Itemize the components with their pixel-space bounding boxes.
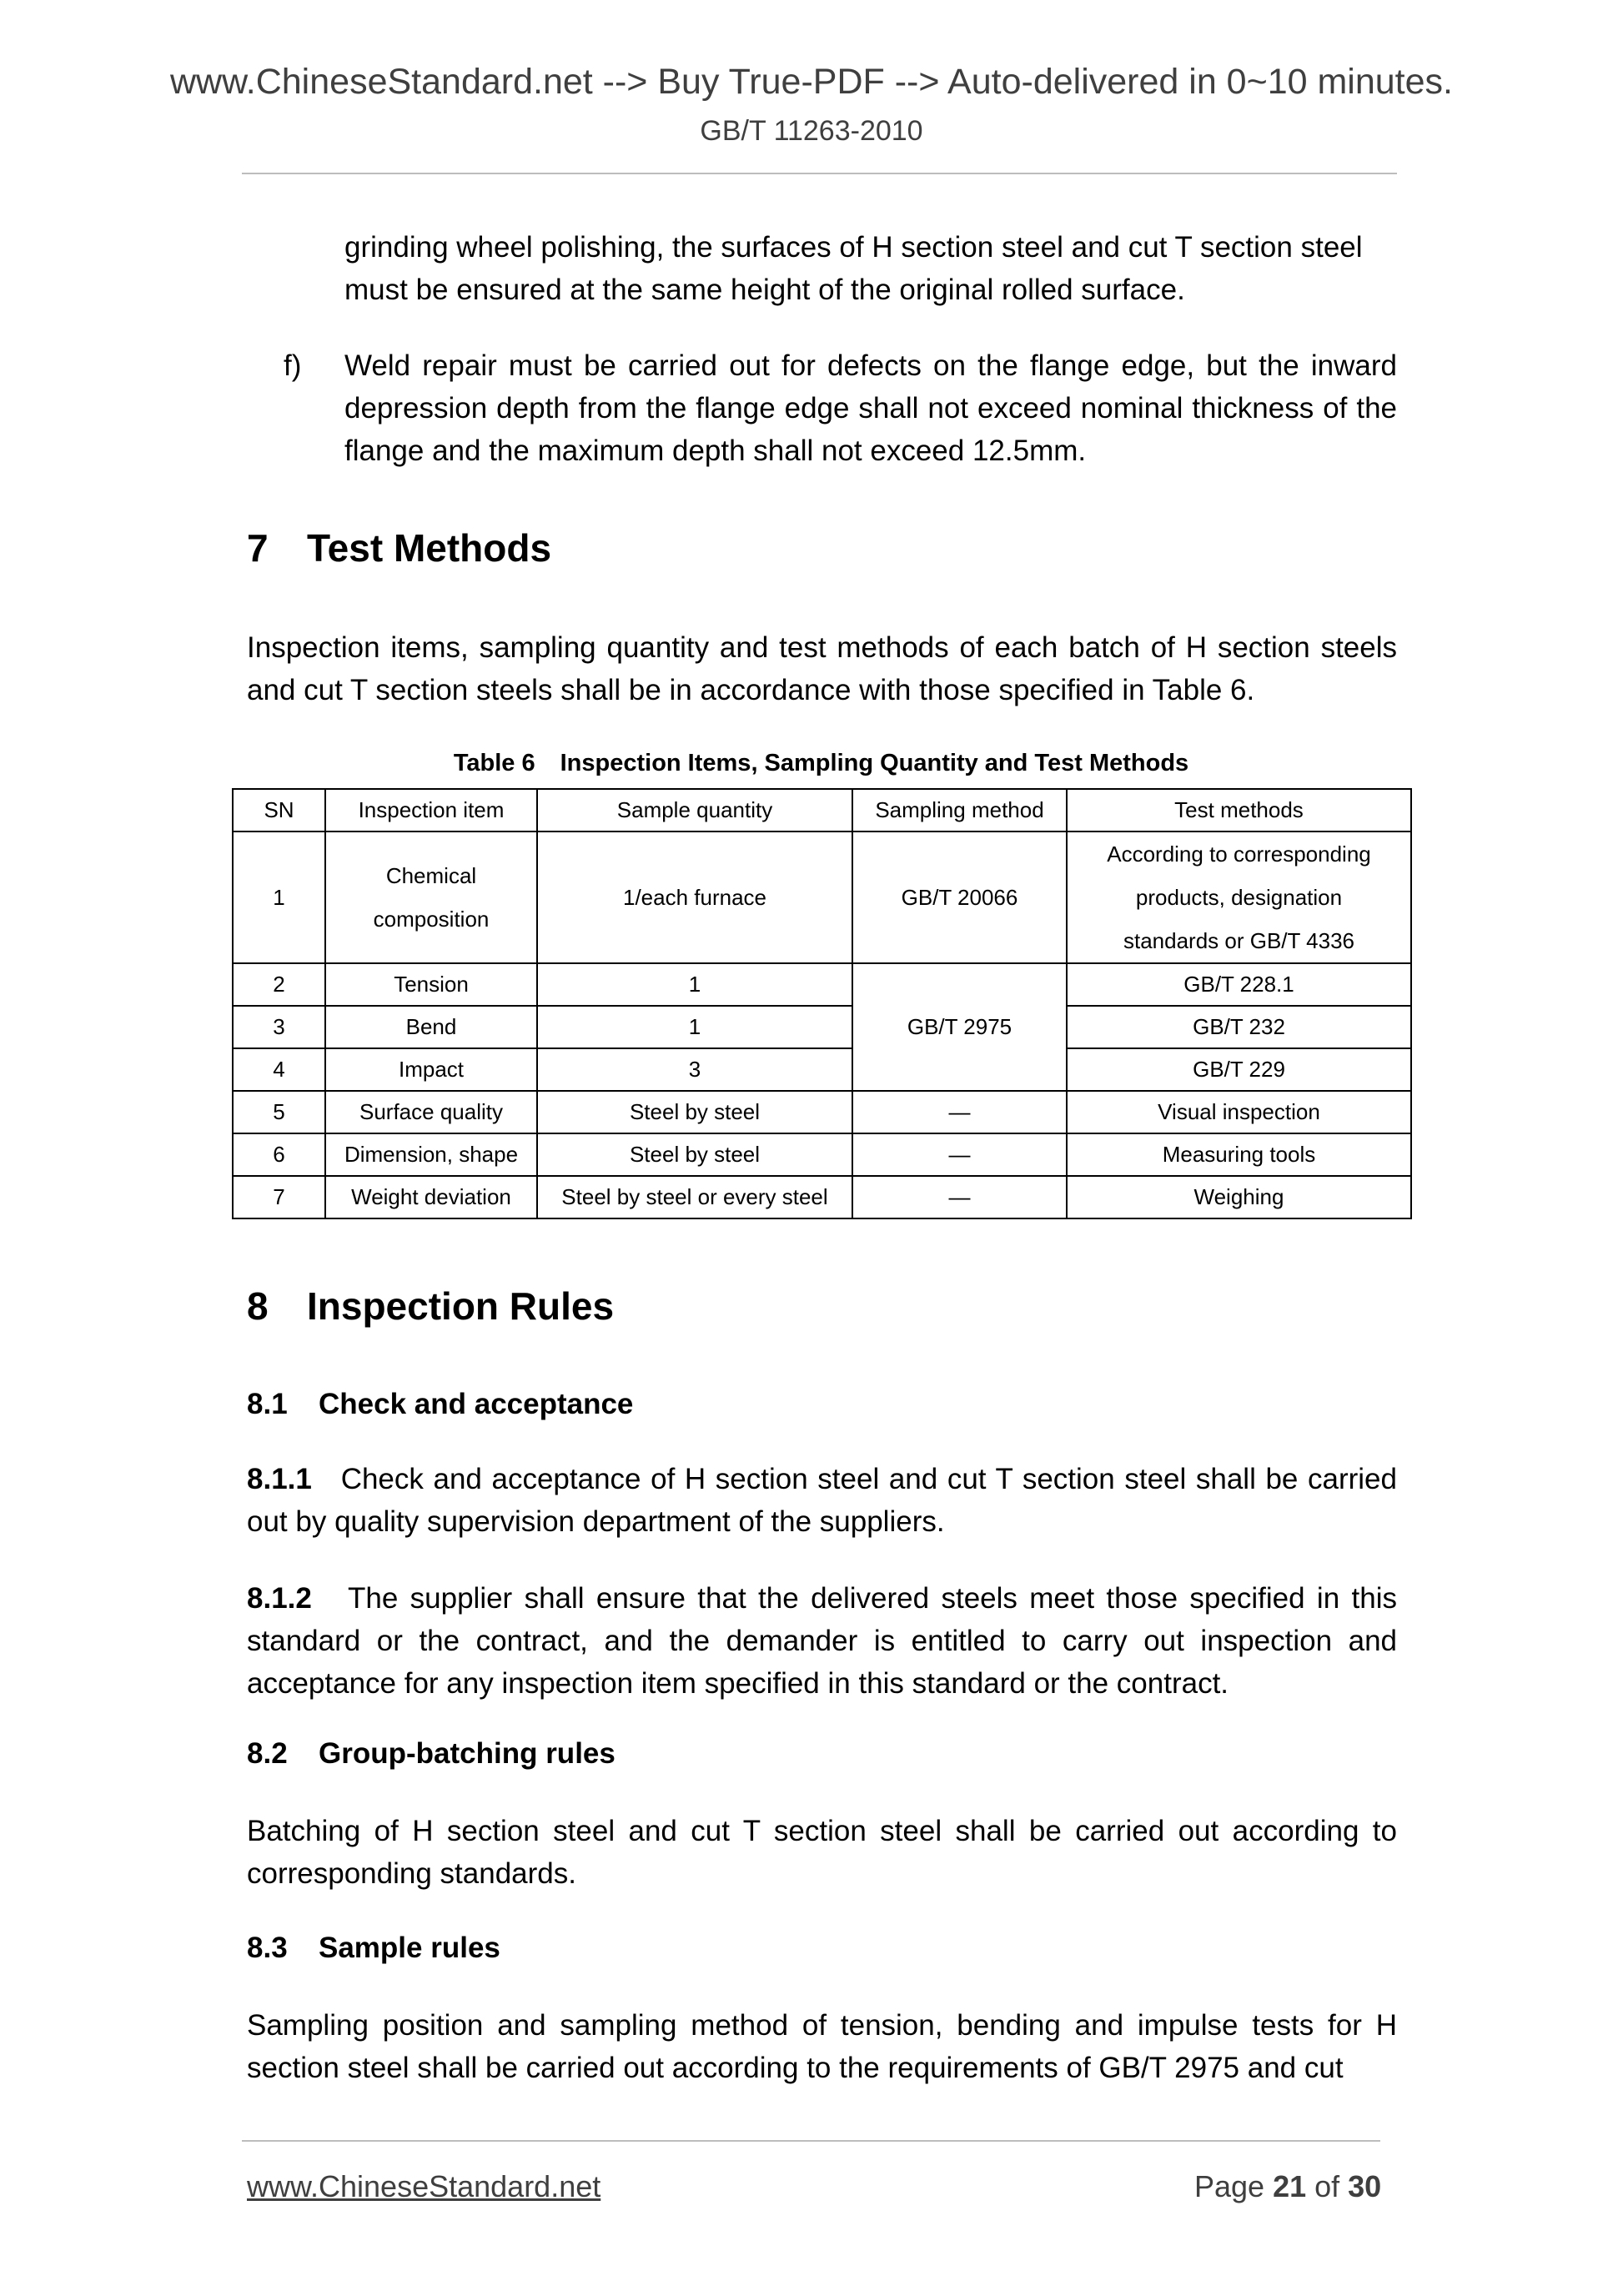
header-sampling-method: Sampling method	[852, 789, 1067, 831]
section-7-number: 7	[247, 526, 269, 570]
page-number	[1194, 2169, 1381, 2204]
page-prefix: Page	[1194, 2169, 1274, 2203]
cell-quantity: 1/each furnace	[537, 831, 852, 963]
section-8-title: Inspection Rules	[307, 1284, 615, 1328]
section-8-heading	[247, 1284, 614, 1329]
subsection-8-2-number: 8.2	[247, 1737, 288, 1770]
cell-sn: 7	[233, 1176, 325, 1218]
table-row	[233, 1006, 1411, 1048]
table-6	[232, 788, 1412, 1219]
cell-item: Impact	[325, 1048, 537, 1091]
cell-item: Dimension, shape	[325, 1133, 537, 1176]
cell-quantity: 1	[537, 1006, 852, 1048]
subsection-8-3-body: Sampling position and sampling method of tension, bending and impulse tests for H section steel shall be carried out according to the requirements of GB/T 2975 and cut	[247, 2009, 1397, 2084]
clause-8-1-1-number: 8.1.1	[247, 1463, 312, 1495]
clause-8-1-1-text: Check and acceptance of H section steel and cut T section steel shall be carried out by quality supervision department of the suppliers.	[247, 1463, 1397, 1538]
cell-item: Bend	[325, 1006, 537, 1048]
cell-item: Surface quality	[325, 1091, 537, 1133]
list-marker-f: f)	[284, 349, 302, 382]
section-8-number: 8	[247, 1284, 269, 1328]
table-row	[233, 831, 1411, 963]
cell-sn: 1	[233, 831, 325, 963]
cell-item: Weight deviation	[325, 1176, 537, 1218]
table-header-row	[233, 789, 1411, 831]
header-inspection-item: Inspection item	[325, 789, 537, 831]
subsection-8-1-title: Check and acceptance	[319, 1388, 634, 1420]
continuation-line-1: grinding wheel polishing, the surfaces of H section steel and cut T section steel	[344, 231, 1363, 264]
subsection-8-3-title: Sample rules	[319, 1932, 500, 1964]
cell-test: Weighing	[1067, 1176, 1411, 1218]
cell-test: GB/T 232	[1067, 1006, 1411, 1048]
cell-sn: 2	[233, 963, 325, 1006]
subsection-8-1-number: 8.1	[247, 1388, 288, 1420]
clause-8-1-2-number: 8.1.2	[247, 1582, 312, 1615]
table-row	[233, 1091, 1411, 1133]
cell-method: —	[852, 1176, 1067, 1218]
cell-item-line: Chemical	[385, 863, 477, 888]
cell-quantity: Steel by steel	[537, 1091, 852, 1133]
header-sn: SN	[233, 789, 325, 831]
cell-test: GB/T 228.1	[1067, 963, 1411, 1006]
section-7-heading	[247, 525, 551, 570]
table-6-title: Inspection Items, Sampling Quantity and Test Methods	[560, 750, 1189, 776]
table-6-label: Table 6	[453, 750, 535, 776]
table-6-caption	[232, 750, 1410, 777]
table-row	[233, 1048, 1411, 1091]
list-item-f: Weld repair must be carried out for defects on the flange edge, but the inward depression depth from the flange edge shall not exceed nominal thickness of the flange and the maximum depth shall not exceed 12.5mm.	[344, 349, 1397, 467]
cell-test-line: standards or GB/T 4336	[1123, 928, 1354, 953]
cell-test: Measuring tools	[1067, 1133, 1411, 1176]
header-test-methods: Test methods	[1067, 789, 1411, 831]
cell-method: —	[852, 1091, 1067, 1133]
cell-sn: 4	[233, 1048, 325, 1091]
header-sample-quantity: Sample quantity	[537, 789, 852, 831]
cell-test: GB/T 229	[1067, 1048, 1411, 1091]
cell-method: —	[852, 1133, 1067, 1176]
page-of: of	[1306, 2169, 1349, 2203]
cell-item: Tension	[325, 963, 537, 1006]
table-row	[233, 1176, 1411, 1218]
cell-quantity: 1	[537, 963, 852, 1006]
document-code: GB/T 11263-2010	[700, 115, 923, 147]
cell-quantity: 3	[537, 1048, 852, 1091]
subsection-8-2-body: Batching of H section steel and cut T section steel shall be carried out according to corresponding standards.	[247, 1815, 1397, 1890]
table-row	[233, 963, 1411, 1006]
cell-item	[325, 831, 537, 963]
cell-sn: 6	[233, 1133, 325, 1176]
cell-method: GB/T 20066	[852, 831, 1067, 963]
subsection-8-2-title: Group-batching rules	[319, 1737, 616, 1770]
cell-quantity: Steel by steel or every steel	[537, 1176, 852, 1218]
subsection-8-1-heading	[247, 1388, 633, 1421]
cell-method-merged: GB/T 2975	[852, 963, 1067, 1091]
subsection-8-3-number: 8.3	[247, 1932, 288, 1964]
continuation-line-2: must be ensured at the same height of the original rolled surface.	[344, 274, 1185, 306]
clause-8-1-1	[247, 1458, 1397, 1543]
section-7-title: Test Methods	[307, 526, 552, 570]
page-total: 30	[1348, 2169, 1382, 2203]
cell-test-line: products, designation	[1135, 885, 1343, 910]
site-banner: www.ChineseStandard.net --> Buy True-PDF --> Auto-delivered in 0~10 minutes.	[169, 62, 1453, 102]
cell-test: Visual inspection	[1067, 1091, 1411, 1133]
cell-item-line: composition	[373, 907, 490, 932]
section-7-body: Inspection items, sampling quantity and test methods of each batch of H section steels and cut T section steels shall be in accordance with those specified in Table 6.	[247, 631, 1397, 706]
clause-8-1-2	[247, 1577, 1397, 1705]
footer-divider	[242, 2140, 1380, 2142]
subsection-8-2-heading	[247, 1737, 616, 1771]
cell-test-line: According to corresponding	[1107, 842, 1371, 867]
footer-website-link[interactable]: www.ChineseStandard.net	[247, 2169, 601, 2203]
cell-test	[1067, 831, 1411, 963]
cell-sn: 3	[233, 1006, 325, 1048]
table-row	[233, 1133, 1411, 1176]
cell-quantity: Steel by steel	[537, 1133, 852, 1176]
header-divider	[242, 173, 1397, 174]
page-current: 21	[1273, 2169, 1307, 2203]
cell-sn: 5	[233, 1091, 325, 1133]
clause-8-1-2-text: The supplier shall ensure that the delivered steels meet those specified in this standard or the contract, and the demander is entitled to carry out inspection and acceptance for any inspection item specified in this standard or the contract.	[247, 1582, 1397, 1700]
subsection-8-3-heading	[247, 1932, 500, 1965]
